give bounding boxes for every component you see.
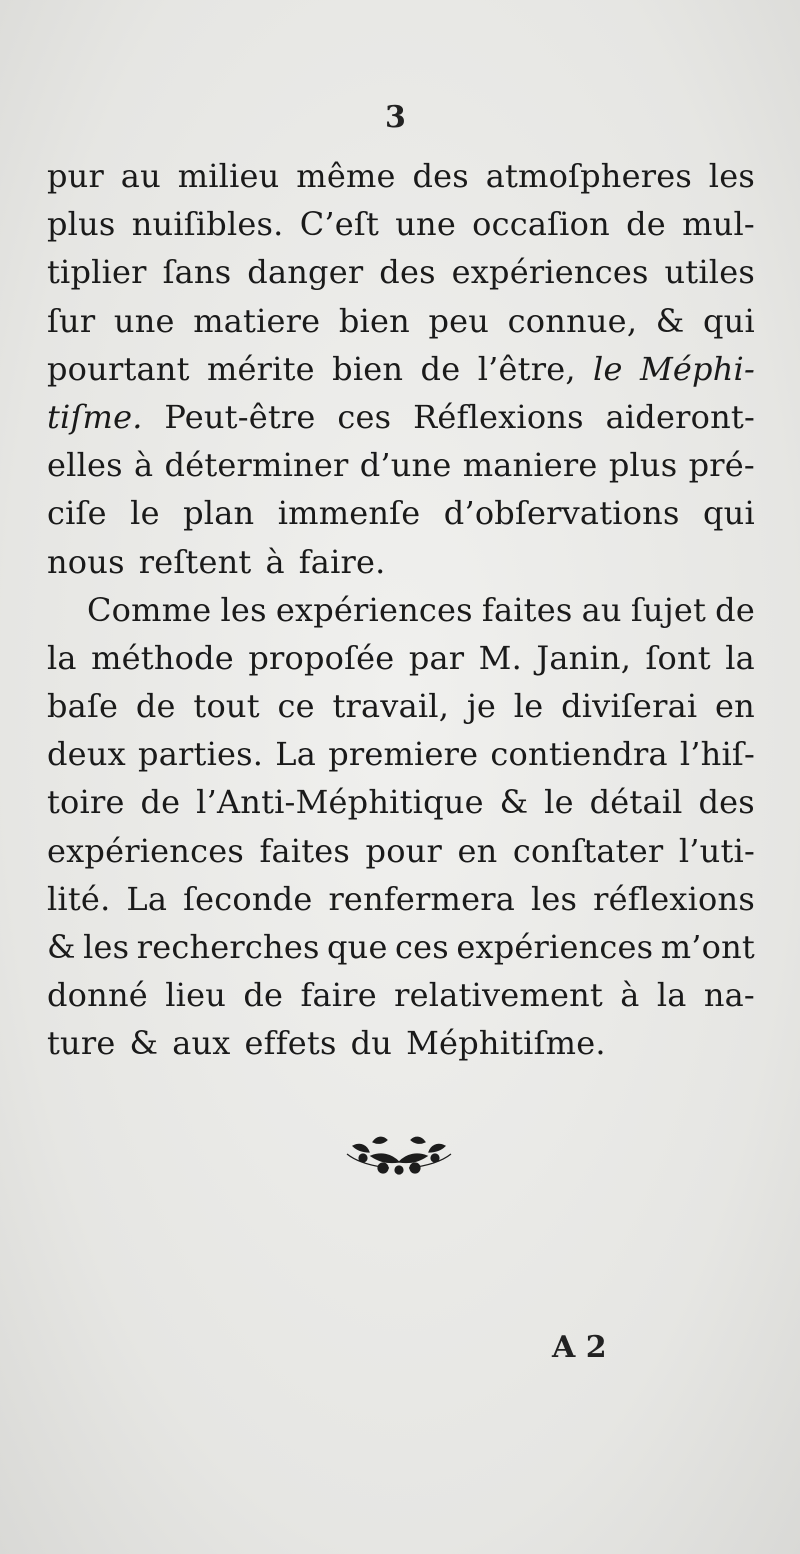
word: l’uti- — [678, 831, 755, 870]
word: que — [327, 928, 388, 966]
word: ſans — [162, 253, 232, 292]
text-line — [47, 875, 755, 923]
word: les — [708, 157, 755, 195]
text-line — [47, 441, 755, 489]
word: détail — [589, 783, 683, 822]
word: qui — [703, 494, 755, 533]
text-line — [47, 827, 755, 875]
word: le — [544, 783, 574, 822]
word: nuiſibles. — [131, 205, 284, 244]
word: effets — [244, 1024, 337, 1063]
word: Méphitiſme. — [406, 1024, 606, 1063]
word: Méphi- — [639, 349, 755, 388]
word: utiles — [664, 253, 755, 292]
word: nous — [47, 542, 125, 581]
word: même — [296, 157, 396, 195]
word: recherches — [136, 928, 320, 966]
word: des — [379, 253, 436, 292]
word: & — [655, 301, 685, 340]
word: ture — [47, 1024, 116, 1063]
word: réflexions — [593, 879, 755, 918]
word: relativement — [394, 976, 603, 1015]
word: au — [120, 157, 161, 195]
word: milieu — [177, 157, 280, 195]
word: Janin, — [536, 638, 632, 677]
text-line — [47, 730, 755, 778]
word: Réflexions — [413, 397, 584, 436]
word: le — [513, 687, 544, 726]
word: immenſe — [277, 494, 421, 533]
word: tiſme. — [47, 397, 143, 436]
word: expériences — [451, 253, 649, 292]
word: expériences — [47, 831, 244, 870]
text-line — [47, 393, 755, 441]
word: de — [715, 590, 755, 629]
word: des — [698, 783, 755, 822]
word: & — [499, 783, 529, 822]
word: baſe — [47, 687, 119, 726]
word: aux — [172, 1024, 231, 1063]
word: le — [593, 349, 623, 388]
word: de — [420, 349, 461, 388]
word: l’Anti-Méphitique — [196, 783, 484, 822]
word: deux — [47, 735, 126, 774]
word: pourtant — [47, 349, 190, 388]
word: tout — [193, 687, 260, 726]
word: lité. — [47, 879, 111, 918]
word: expériences — [275, 590, 473, 629]
word: bien — [332, 349, 404, 388]
fleuron-ornament — [343, 1132, 455, 1180]
word: La — [126, 879, 168, 918]
word: bien — [338, 301, 410, 340]
word: d’une — [359, 446, 452, 485]
word: ces — [337, 397, 392, 436]
body-text — [47, 152, 755, 1068]
word: tiplier — [47, 253, 147, 292]
word: mul- — [682, 205, 755, 244]
word: les — [530, 879, 578, 918]
word: conſtater — [512, 831, 664, 870]
word: ſeconde — [183, 879, 313, 918]
text-line — [47, 586, 755, 634]
word: faites — [259, 831, 351, 870]
word: Comme — [87, 590, 212, 629]
word: au — [581, 590, 622, 629]
word: toire — [47, 783, 125, 822]
word: Peut-être — [164, 397, 316, 436]
word: plus — [47, 205, 116, 244]
word: l’hiſ- — [679, 735, 755, 774]
text-line — [47, 152, 755, 200]
word: danger — [247, 253, 364, 292]
word: une — [395, 205, 456, 244]
word: les — [83, 928, 130, 966]
text-line — [47, 923, 755, 971]
text-line — [47, 1019, 755, 1067]
word: travail, — [332, 687, 450, 726]
text-line — [47, 778, 755, 826]
text-line — [47, 971, 755, 1019]
word: & — [47, 928, 76, 966]
word: en — [715, 687, 755, 726]
word: maniere — [462, 446, 598, 485]
word: la — [656, 976, 687, 1015]
word: pré- — [688, 446, 755, 485]
word: occaſion — [472, 205, 610, 244]
word: aideront- — [605, 397, 755, 436]
text-line — [47, 248, 755, 296]
word: d’obſervations — [443, 494, 680, 533]
signature-mark: A 2 — [552, 1330, 607, 1365]
word: mérite — [207, 349, 315, 388]
text-line — [47, 634, 755, 682]
word: le — [130, 494, 160, 533]
word: diviſerai — [561, 687, 698, 726]
word: méthode — [91, 638, 234, 677]
word: faire — [300, 976, 377, 1015]
word: une — [113, 301, 175, 340]
word: de — [135, 687, 176, 726]
word: plan — [183, 494, 255, 533]
word: ce — [277, 687, 315, 726]
word: je — [466, 687, 497, 726]
text-line — [47, 682, 755, 730]
text-line — [47, 200, 755, 248]
word: ſur — [47, 301, 96, 340]
word: à — [134, 446, 154, 485]
word: la — [47, 638, 77, 677]
word: du — [350, 1024, 393, 1063]
word: de — [140, 783, 181, 822]
word: à — [265, 542, 285, 581]
word: déterminer — [164, 446, 349, 485]
word: elles — [47, 446, 123, 485]
word: en — [457, 831, 498, 870]
word: peu — [428, 301, 490, 340]
word: donné — [47, 976, 148, 1015]
word: m’ont — [660, 928, 755, 966]
text-line — [47, 345, 755, 393]
word: la — [725, 638, 755, 677]
word: M. — [478, 638, 522, 677]
word: ſujet — [630, 590, 707, 629]
word: connue, — [507, 301, 638, 340]
word: ces — [395, 928, 449, 966]
word: de — [626, 205, 666, 244]
word: pur — [47, 157, 104, 195]
word: par — [408, 638, 465, 677]
word: plus — [608, 446, 678, 485]
text-line — [47, 297, 755, 345]
bleed-through — [60, 1080, 70, 1115]
word: na- — [703, 976, 755, 1015]
word: reſtent — [138, 542, 252, 581]
text-line — [47, 538, 755, 586]
word: ſont — [645, 638, 711, 677]
word: pour — [365, 831, 442, 870]
word: faire. — [298, 542, 386, 581]
word: lieu — [165, 976, 227, 1015]
word: faites — [481, 590, 573, 629]
word: & — [129, 1024, 159, 1063]
word: à — [620, 976, 640, 1015]
word: ciſe — [47, 494, 107, 533]
word: qui — [702, 301, 755, 340]
word: l’être, — [477, 349, 576, 388]
word: propoſée — [248, 638, 395, 677]
word: La — [275, 735, 317, 774]
word: expériences — [456, 928, 654, 966]
word: de — [243, 976, 284, 1015]
word: parties. — [138, 735, 264, 774]
word: atmoſpheres — [485, 157, 692, 195]
word: des — [412, 157, 469, 195]
word: matiere — [193, 301, 321, 340]
word: C’eſt — [299, 205, 380, 244]
word: contiendra — [490, 735, 668, 774]
word: renfermera — [328, 879, 516, 918]
page-number: 3 — [385, 100, 406, 135]
word: les — [220, 590, 267, 629]
word: premiere — [328, 735, 479, 774]
text-line — [47, 489, 755, 537]
